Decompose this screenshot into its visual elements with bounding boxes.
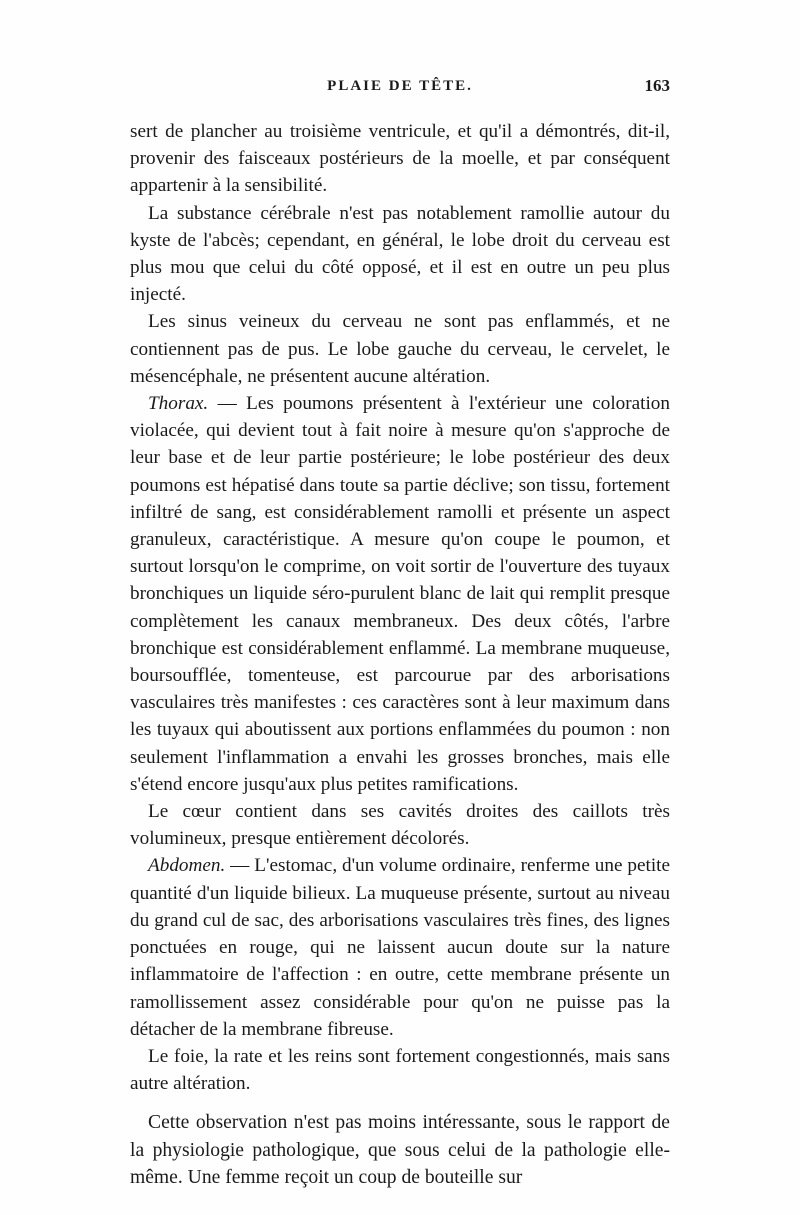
page-number: 163 bbox=[644, 76, 670, 95]
abdomen-text: — L'estomac, d'un volume ordinaire, renferme une petite quantité d'un liquide bilieux. La muqueuse présente, surtout au niveau du grand cul de sac, des arborisations vasculaires très fines, des lignes ponctuées en rouge, qui ne laissent aucun doute sur la nature inflammatoire de l'affection : en outre, cette membrane présente un ramollissement assez considérable pour qu'on ne puisse pas la détacher de la membrane fibreuse. bbox=[130, 855, 670, 1040]
section-label-abdomen: Abdomen. bbox=[148, 855, 226, 877]
paragraph-thorax bbox=[130, 390, 670, 798]
paragraph-abdomen bbox=[130, 852, 670, 1042]
paragraph-sinus: Les sinus veineux du cerveau ne sont pas enflammés, et ne contiennent pas de pus. Le lobe gauche du cerveau, le cervelet, le mésencéphale, ne présentent aucune altération. bbox=[130, 311, 670, 387]
page-header bbox=[130, 78, 670, 108]
section-label-thorax: Thorax. bbox=[148, 393, 209, 415]
paragraph-substance: La substance cérébrale n'est pas notablement ramollie autour du kyste de l'abcès; cependant, en général, le lobe droit du cerveau est plus mou que celui du côté opposé, et il est en outre un peu plus injecté. bbox=[130, 202, 670, 306]
paragraph-continuation: sert de plancher au troisième ventricule, et qu'il a démontrés, dit-il, provenir des faisceaux postérieurs de la moelle, et par conséquent appartenir à la sensibilité. bbox=[130, 121, 670, 197]
paragraph-coeur: Le cœur contient dans ses cavités droites des caillots très volumineux, presque entièrement décolorés. bbox=[130, 801, 670, 850]
paragraph-foie: Le foie, la rate et les reins sont fortement congestionnés, mais sans autre altération. bbox=[130, 1045, 670, 1095]
thorax-text: — Les poumons présentent à l'extérieur une coloration violacée, qui devient tout à fait noire à mesure qu'on s'approche de leur base et de leur partie postérieure; le lobe postérieur des deux poumons est hépatisé dans toute sa partie déclive; son tissu, fortement infiltré de sang, est considérablement ramolli et présente un aspect granuleux, caractéristique. A mesure qu'on coupe le poumon, et surtout lorsqu'on le comprime, on voit sortir de l'ouverture des tuyaux bronchiques un liquide séro-purulent blanc de lait qui remplit presque complètement les canaux membraneux. Des deux côtés, l'arbre bronchique est considérablement enflammé. La membrane muqueuse, boursoufflée, tomenteuse, est parcourue par des arborisations vasculaires très manifestes : ces caractères sont à leur maximum dans les tuyaux qui aboutissent aux portions enflammées du poumon : non seulement l'inflammation a envahi les grosses bronches, mais elle s'étend encore jusqu'aux plus petites ramifications. bbox=[130, 393, 670, 795]
paragraph-observation: Cette observation n'est pas moins intéressante, sous le rapport de la physiologie pathologique, que sous celui de la pathologie elle-même. Une femme reçoit un coup de bouteille sur bbox=[130, 1112, 670, 1188]
running-title: PLAIE DE TÊTE. bbox=[327, 78, 473, 94]
body-text bbox=[130, 118, 670, 1191]
